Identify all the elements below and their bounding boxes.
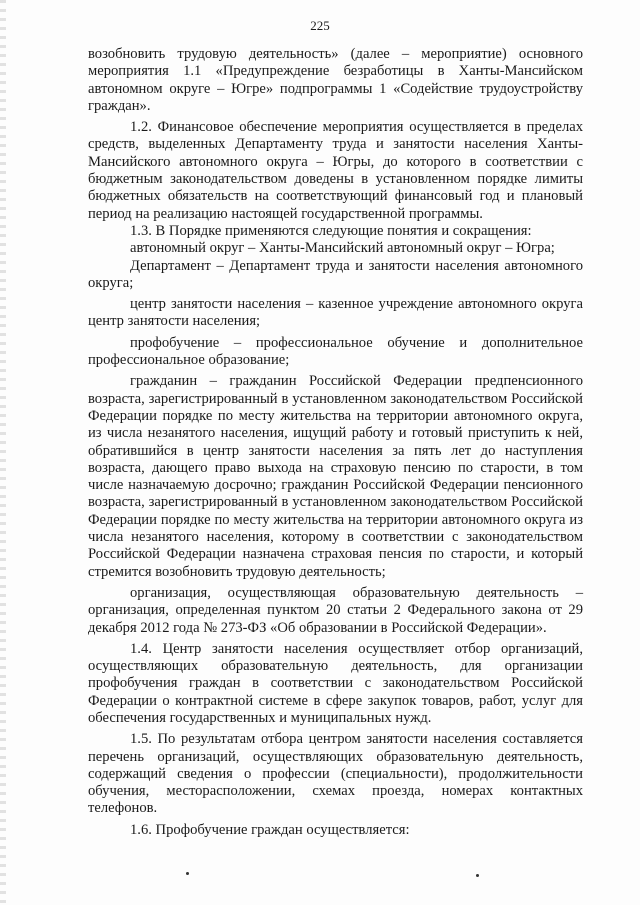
definition-vocational-training: профобучение – профессиональное обучение и дополнительное профессиональное образование; [88,334,583,369]
scan-speck [186,872,189,875]
page-number: 225 [310,18,330,33]
paragraph-terms-intro: 1.3. В Порядке применяются следующие понятия и сокращения: [130,222,532,239]
paragraph-list-of-organizations: 1.5. По результатам отбора центром занятости населения составляется перечень организаций, осуществляющих образовательную деятельность, содержащий сведения о профессии (специальности), продолжительности обучения, месторасположении, схемах проезда, номерах контактных телефонов. [88,731,583,817]
scan-edge [0,0,6,905]
paragraph-continuation: возобновить трудовую деятельность» (далее – мероприятие) основного мероприятия 1.1 «Предупреждение безработицы в Ханты-Мансийском автономном округе – Югре» подпрограммы 1 «Содействие трудоустройству граждан». [88,46,583,114]
paragraph-financing: 1.2. Финансовое обеспечение мероприятия осуществляется в пределах средств, выделенных Департаменту труда и занятости населения Ханты-Мансийского автономного округа – Югры, до которого в соответствии с бюджетным законодательством доведены в установленном порядке лимиты бюджетных обязательств на соответствующий финансовый год и плановый период на реализацию настоящей государственной программы. [88,119,583,222]
paragraph-training-conducted: 1.6. Профобучение граждан осуществляется: [130,821,410,838]
definition-organization: организация, осуществляющая образовательную деятельность – организация, определенная пунктом 20 статьи 2 Федерального закона от 29 декабря 2012 года № 273-ФЗ «Об образовании в Российской Федерации». [88,584,583,636]
paragraph-selection: 1.4. Центр занятости населения осуществляет отбор организаций, осуществляющих образовательную деятельность, для организации профобучения граждан в соответствии с законодательством Российской Федерации о контрактной системе в сфере закупок товаров, работ, услуг для обеспечения государственных и муниципальных нужд. [88,640,583,726]
definition-citizen: гражданин – гражданин Российской Федерации предпенсионного возраста, зарегистрированный в установленном законодательством Российской Федерации порядке по месту жительства на территории автономного округа, из числа незанятого населения, ищущий работу и готовый приступить к ней, обратившийся в центр занятости населения за пять лет до наступления возраста, дающего право выхода на страховую пенсию по старости, в том числе назначаемую досрочно; гражданин Российской Федерации пенсионного возраста, зарегистрированный в установленном законодательством Российской Федерации порядке по месту жительства на территории автономного округа из числа незанятого населения, которому в соответствии с законодательством Российской Федерации назначена страховая пенсия по старости, и который стремится возобновить трудовую деятельность; [88,373,583,580]
scan-speck [476,874,479,877]
definition-autonomous-okrug: автономный округ – Ханты-Мансийский автономный округ – Югра; [130,240,555,257]
definition-department: Департамент – Департамент труда и занятости населения автономного округа; [88,257,583,291]
document-body [88,46,583,839]
definition-employment-center: центр занятости населения – казенное учреждение автономного округа центр занятости населения; [88,296,583,330]
